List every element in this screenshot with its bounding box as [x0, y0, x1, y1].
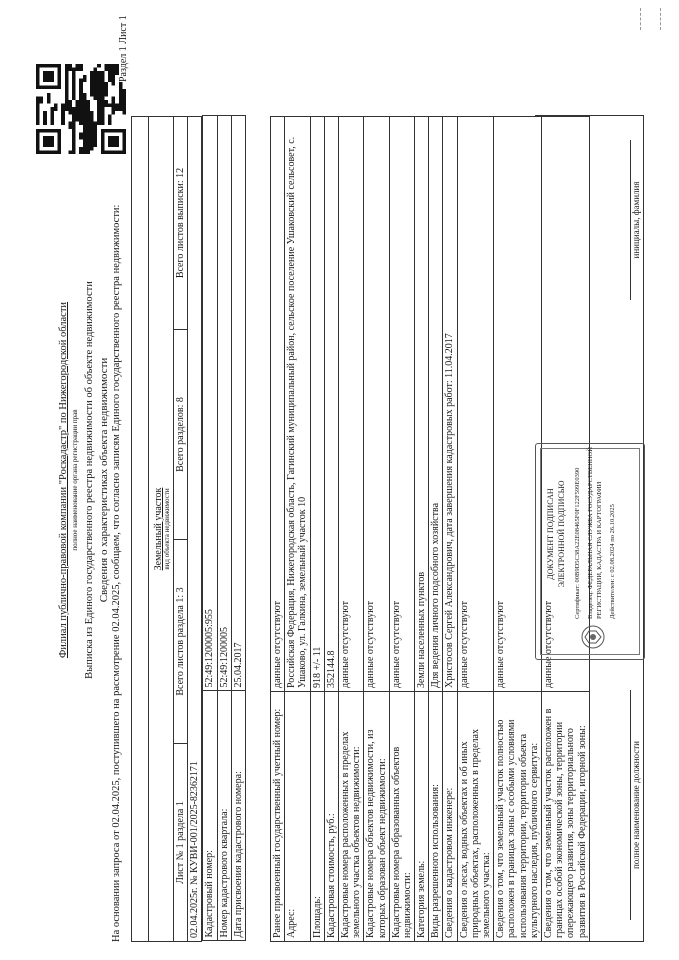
characteristic-row: [338, 117, 363, 942]
org-name: Филиал публично-правовой компании "Роскадастр" по Нижегородской области: [58, 301, 69, 659]
characteristic-row: [457, 117, 494, 942]
section-title: Сведения о характеристиках объекта недвижимости: [98, 357, 110, 603]
identity-row-label: Номер кадастрового квартала:: [217, 691, 231, 941]
characteristic-row-value: данные отсутствуют: [338, 117, 363, 692]
identity-row: [231, 116, 245, 941]
characteristic-row-value: Христосов Сергей Александрович, дата завершения кадастровых работ: 11.04.2017: [443, 117, 457, 692]
characteristic-row-label: Категория земель:: [415, 692, 429, 942]
stamp-title-1: ДОКУМЕНТ ПОДПИСАН: [546, 488, 555, 580]
characteristic-row: [364, 117, 389, 942]
characteristic-row-label: Сведения о том, что земельный участок полностью расположен в границах зоны с особыми условиями использования территории, территории объекта культурного наследия, публичного сервитута:: [494, 692, 542, 942]
characteristic-row-label: Кадастровые номера объектов недвижимости, из которых образован объект недвижимости:: [364, 692, 389, 942]
electronic-signature-stamp: [535, 443, 645, 660]
sections-total: Всего разделов: 8: [174, 330, 188, 540]
identity-row-label: Кадастровый номер:: [203, 691, 217, 941]
characteristic-row-label: Сведения о кадастровом инженере:: [443, 692, 457, 942]
characteristic-row-value: 352144.8: [324, 117, 338, 692]
characteristic-row-value: Российская Федерация, Нижегородская область, Гагинский муниципальный район, сельское поселение Ушаковский сельсовет, с. Ушаково, ул. Галкина, земельный участок 10: [285, 117, 310, 692]
stamp-validity: Действителен: с 02.08.2024 по 26.10.2025: [609, 504, 616, 619]
identity-table: [202, 116, 246, 942]
characteristic-row: [443, 117, 457, 942]
object-header-table: [131, 116, 246, 942]
identity-row-label: Дата присвоения кадастрового номера:: [231, 691, 245, 941]
identity-row-value: 52:49:1200005:955: [203, 116, 217, 691]
characteristic-row-label: Ранее присвоенный государственный учетный номер:: [271, 692, 285, 942]
characteristic-row: [310, 117, 324, 942]
page-reference: Раздел 1 Лист 1: [118, 15, 129, 82]
name-caption: инициалы, фамилия: [631, 181, 641, 259]
request-date-number: 02.04.2025г. № КУВИ-001/2025-82362171: [188, 117, 202, 942]
characteristic-row-label: Кадастровая стоимость, руб.:: [324, 692, 338, 942]
stamp-owner-line-1: Владелец: ФЕДЕРАЛЬНАЯ СЛУЖБА ГОСУДАРСТВЕННОЙ: [587, 447, 594, 619]
characteristic-row: [415, 117, 429, 942]
sheets-in-section: Всего листов раздела 1: 3: [174, 540, 188, 744]
object-type: Земельный участок: [153, 487, 164, 571]
identity-row-value: 25.04.2017: [231, 116, 245, 691]
characteristic-row-value: данные отсутствуют: [457, 117, 494, 692]
characteristic-row-value: данные отсутствуют: [389, 117, 414, 692]
stamp-title-2: ЭЛЕКТРОННОЙ ПОДПИСЬЮ: [557, 480, 566, 588]
identity-row: [203, 116, 217, 941]
characteristic-row: [271, 117, 285, 942]
identity-row: [217, 116, 231, 941]
request-basis-text: На основании запроса от 02.04.2025, поступившего на рассмотрение 02.04.2025, сообщаем, что согласно записям Единого государственного реестра недвижимости:: [111, 204, 122, 942]
characteristic-row-value: 918 +/- 11: [310, 117, 324, 692]
stamp-certificate: Сертификат: 00B9D5C38A22E08465F0F122F599E0390: [574, 467, 581, 619]
characteristic-row-label: Площадь:: [310, 692, 324, 942]
characteristic-row: [429, 117, 443, 942]
characteristic-row: [285, 117, 310, 942]
characteristic-row-value: данные отсутствуют: [271, 117, 285, 692]
position-caption: полное наименование должности: [631, 741, 641, 869]
characteristic-row-label: Сведения о лесах, водных объектах и об иных природных объектах, расположенных в пределах земельного участка:: [457, 692, 494, 942]
characteristic-row-value: данные отсутствуют: [494, 117, 542, 692]
org-caption: полное наименование органа регистрации прав: [71, 409, 79, 551]
characteristic-row-label: Кадастровые номера расположенных в пределах земельного участка объектов недвижимости:: [338, 692, 363, 942]
characteristic-row-value: Для ведения личного подсобного хозяйства: [429, 117, 443, 692]
sheet-number: Лист № 1 раздела 1: [174, 744, 188, 942]
characteristic-row-label: Виды разрешенного использования:: [429, 692, 443, 942]
sheets-total: Всего листов выписки: 12: [174, 117, 188, 330]
identity-row-value: 52:49:1200005: [217, 116, 231, 691]
document-title: Выписка из Единого государственного реестра недвижимости об объекте недвижимости: [84, 281, 95, 679]
emblem-icon: [580, 624, 606, 650]
characteristic-row-label: Адрес:: [285, 692, 310, 942]
characteristic-row-label: Сведения о том, что земельный участок расположен в границах особой экономической зоны, территории опережающего развития, зоны территориального развития в Российской Федерации, игорной зоны:: [541, 692, 589, 942]
stamp-owner-line-2: РЕГИСТРАЦИИ, КАДАСТРА И КАРТОГРАФИИ: [596, 481, 603, 619]
characteristic-row: [389, 117, 414, 942]
characteristic-row-value: данные отсутствуют: [541, 117, 589, 692]
object-type-caption: вид объекта недвижимости: [163, 488, 172, 570]
characteristic-row-value: данные отсутствуют: [364, 117, 389, 692]
characteristic-row: [324, 117, 338, 942]
characteristic-row-label: Кадастровые номера образованных объектов недвижимости:: [389, 692, 414, 942]
characteristic-row-value: Земли населенных пунктов: [415, 117, 429, 692]
